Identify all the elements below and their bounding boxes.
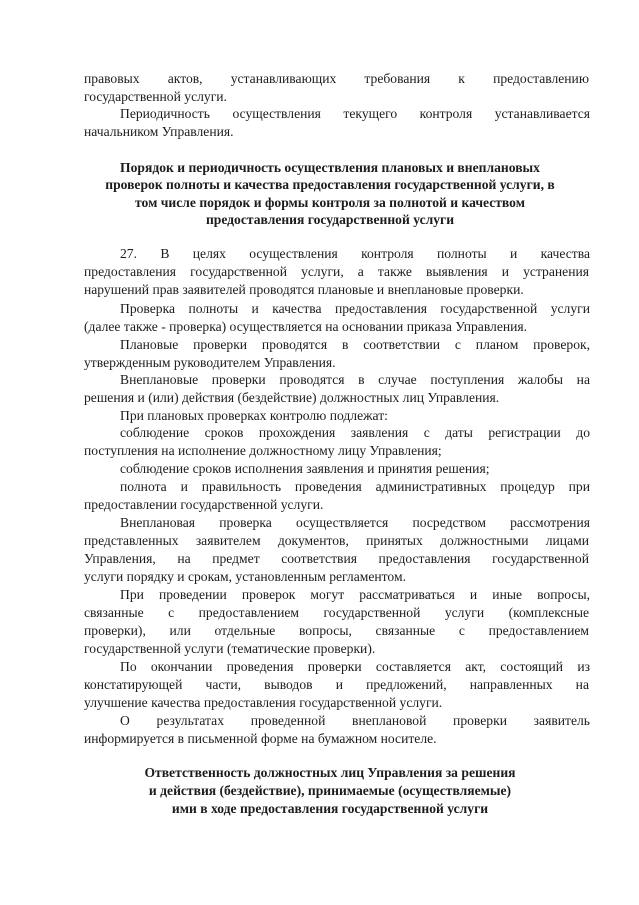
text-line: предоставления государственной услуги, а также выявления и устранения <box>84 264 589 279</box>
text-line: По окончании проведения проверки составляется акт, состоящий из <box>120 659 590 674</box>
text-line: утвержденным руководителем Управления. <box>84 355 336 370</box>
text-line: связанные с предоставлением государственной услуги (комплексные <box>84 605 589 620</box>
text-line: соблюдение сроков прохождения заявления с даты регистрации до <box>120 425 590 440</box>
text-line: Внеплановая проверка осуществляется посредством рассмотрения <box>120 515 590 530</box>
text-line: улучшение качества предоставления государственной услуги. <box>84 695 443 710</box>
text-line: проверки), или отдельные вопросы, связанные с предоставлением <box>84 623 589 638</box>
text-line: Проверка полноты и качества предоставления государственной услуги <box>120 301 590 316</box>
text-line: (далее также - проверка) осуществляется на основании приказа Управления. <box>84 319 528 334</box>
text-line: При плановых проверках контролю подлежат: <box>120 408 388 423</box>
text-line: При проведении проверок могут рассматриваться и иные вопросы, <box>120 587 590 602</box>
text-line: полнота и правильность проведения административных процедур при <box>120 479 590 494</box>
section-heading-line: и действия (бездействие), принимаемые (осуществляемые) <box>148 783 512 798</box>
text-line: соблюдение сроков исполнения заявления и принятия решения; <box>120 461 490 476</box>
text-line: Внеплановые проверки проводятся в случае поступления жалобы на <box>120 372 590 387</box>
section-heading-line: ими в ходе предоставления государственной услуги <box>171 801 489 816</box>
section-heading-line: том числе порядок и формы контроля за полнотой и качеством <box>135 195 525 210</box>
text-line: информируется в письменной форме на бумажном носителе. <box>84 731 437 746</box>
text-line: начальником Управления. <box>84 124 234 139</box>
text-line: поступления на исполнение должностному лицу Управления; <box>84 443 442 458</box>
text-line: О результатах проведенной внеплановой проверки заявитель <box>120 713 590 728</box>
section-heading-line: проверок полноты и качества предоставления государственной услуги, в <box>105 177 555 192</box>
text-line: Периодичность осуществления текущего контроля устанавливается <box>120 106 590 121</box>
text-line: предоставлении государственной услуги. <box>84 497 324 512</box>
text-line: государственной услуги (тематические проверки). <box>84 641 376 656</box>
text-line: государственной услуги. <box>84 89 227 104</box>
text-line: представленных заявителем документов, принятых должностными лицами <box>84 533 589 548</box>
text-line: 27. В целях осуществления контроля полноты и качества <box>120 246 590 261</box>
text-line: правовых актов, устанавливающих требования к предоставлению <box>84 71 589 86</box>
section-heading-line: Порядок и периодичность осуществления плановых и внеплановых <box>120 160 540 175</box>
text-line: Плановые проверки проводятся в соответствии с планом проверок, <box>120 337 590 352</box>
text-line: услуги порядку и срокам, установленным регламентом. <box>84 569 406 584</box>
section-heading-line: Ответственность должностных лиц Управления за решения <box>144 765 516 780</box>
text-line: решения и (или) действия (бездействие) должностных лиц Управления. <box>84 390 500 405</box>
text-line: констатирующей части, выводов и предложений, направленных на <box>84 677 589 692</box>
text-line: нарушений прав заявителей проводятся плановые и внеплановые проверки. <box>84 282 524 297</box>
section-heading-line: предоставления государственной услуги <box>205 212 455 227</box>
text-line: Управления, на предмет соответствия предоставления государственной <box>84 551 589 566</box>
